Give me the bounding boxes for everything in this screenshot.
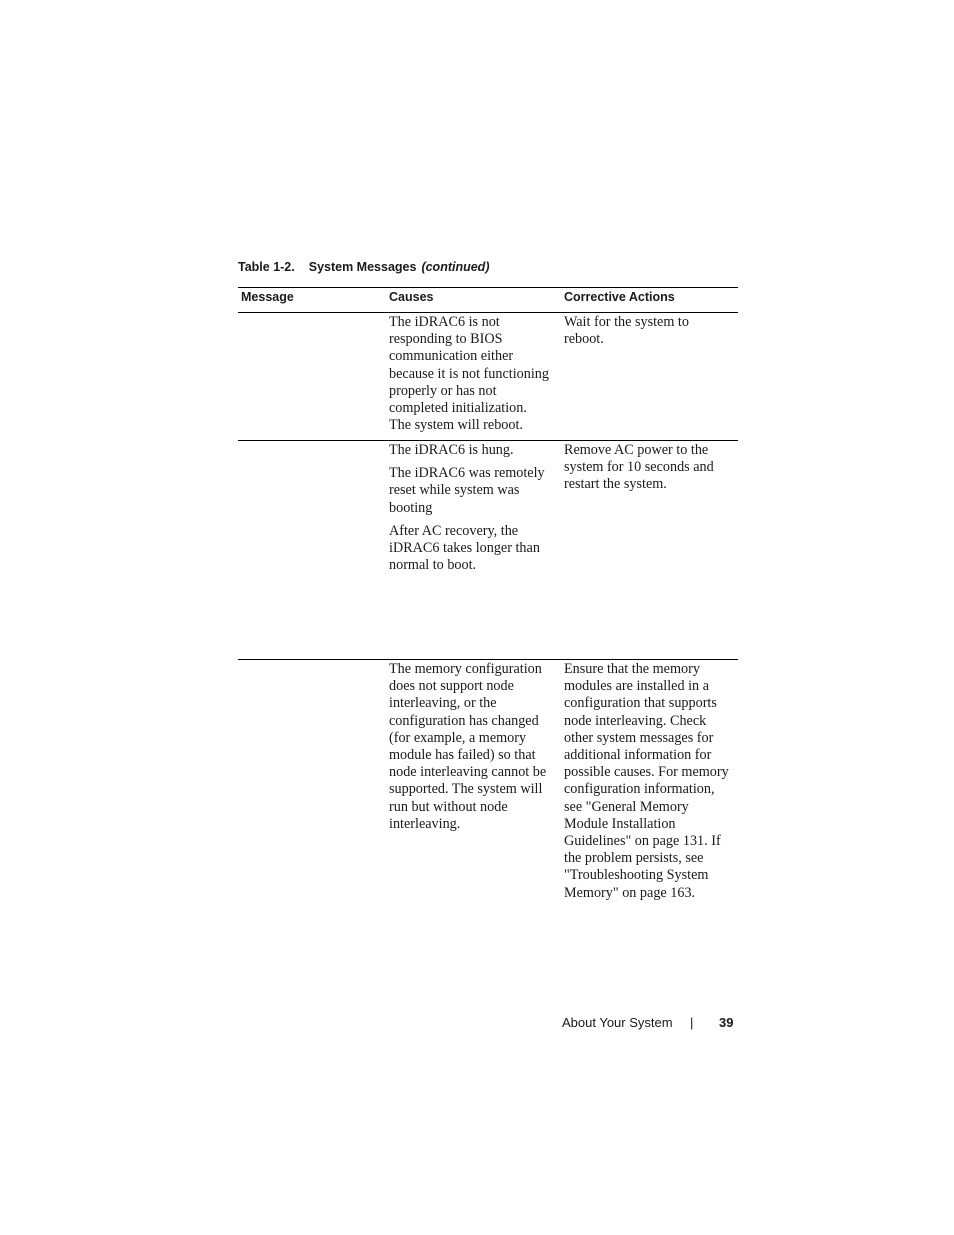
cause-text: The iDRAC6 is not responding to BIOS communication either because it is not functioning properly or has not completed initialization. The system will reboot. (389, 314, 549, 434)
page-number: 39 (719, 1015, 734, 1030)
actions-cell (564, 661, 736, 908)
header-corrective-actions: Corrective Actions (564, 290, 675, 304)
footer-separator: | (690, 1015, 694, 1030)
cause-text: The iDRAC6 is hung. (389, 442, 514, 458)
cause-text: The iDRAC6 was remotely reset while system was booting (389, 465, 545, 516)
actions-cell (564, 314, 736, 354)
causes-cell (389, 314, 559, 440)
table-row (238, 313, 738, 441)
table-continued: (continued) (421, 260, 490, 274)
action-text: Wait for the system to reboot. (564, 314, 689, 348)
table-caption (238, 260, 489, 274)
causes-cell (389, 661, 559, 839)
header-message: Message (241, 290, 294, 304)
table-header-row (238, 287, 738, 313)
system-messages-table (238, 287, 738, 910)
table-row (238, 441, 738, 660)
cause-text: The memory configuration does not support node interleaving, or the configuration has changed (for example, a memory module has failed) so that node interleaving cannot be supported. The system will run but without node interleaving. (389, 661, 547, 832)
actions-cell (564, 442, 736, 500)
header-causes: Causes (389, 290, 434, 304)
action-text: Ensure that the memory modules are installed in a configuration that supports node interleaving. Check other system messages for additional information for possible causes. For memory configuration information, see "General Memory Module Installation Guidelines" on page 131. If the problem persists, see "Troubleshooting System Memory" on page 163. (564, 661, 729, 901)
action-text: Remove AC power to the system for 10 seconds and restart the system. (564, 442, 714, 493)
message-cell (241, 321, 381, 327)
table-row (238, 660, 738, 910)
table-number: Table 1-2. (238, 260, 295, 274)
cause-text: After AC recovery, the iDRAC6 takes longer than normal to boot. (389, 522, 540, 574)
message-cell (241, 449, 381, 455)
causes-cell (389, 442, 559, 580)
message-cell (241, 668, 381, 674)
footer-section-title: About Your System (562, 1015, 673, 1030)
table-title: System Messages (308, 260, 417, 274)
